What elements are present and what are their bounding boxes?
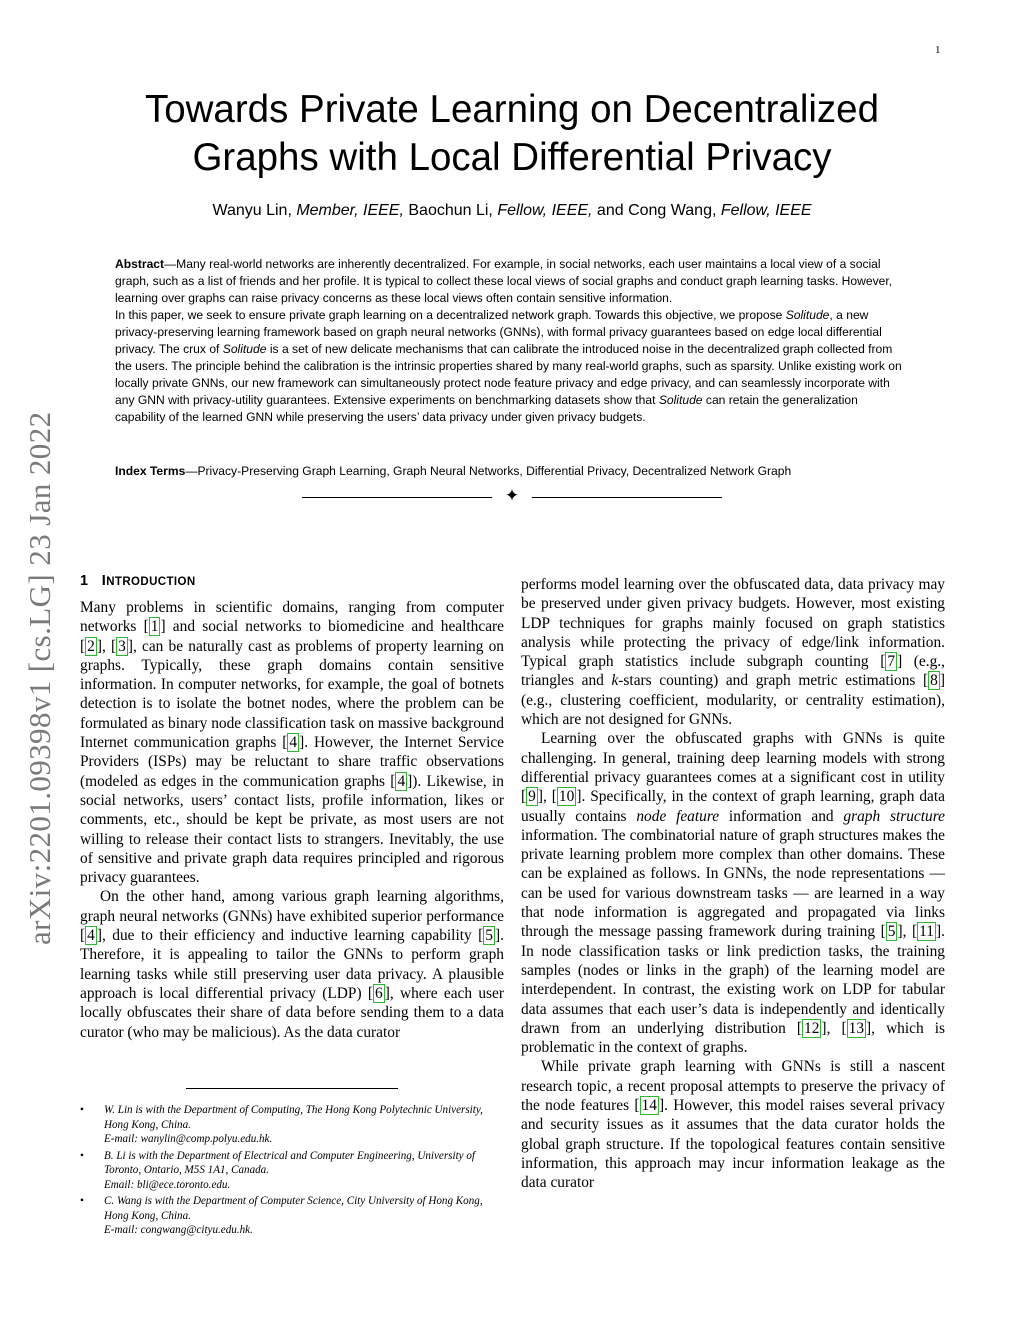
footnote-item: • W. Lin is with the Department of Computing, The Hong Kong Polytechnic University, Hong Kong, China. E-mail: wanylin@comp.polyu.edu.hk.	[80, 1103, 504, 1147]
section-divider	[302, 488, 722, 508]
index-terms-label: Index Terms	[115, 464, 186, 478]
citation-link[interactable]: 4	[87, 927, 95, 945]
citation-link[interactable]: 12	[804, 1019, 820, 1037]
author-footnotes	[80, 1103, 504, 1240]
citation-link[interactable]: 3	[118, 637, 126, 655]
citation-link[interactable]: 5	[887, 923, 896, 941]
abstract-paragraph: Abstract—Many real-world networks are inherently decentralized. For example, in social networks, each user maintains a local view of a social graph, such as a list of friends and her profile. It is typical to collect these local views of social graphs and conduct graph learning tasks. However, learning over graphs can raise privacy concerns as these local views often contain sensitive information.	[115, 257, 893, 305]
bullet-icon: •	[80, 1195, 84, 1207]
arxiv-identifier-stamp: arXiv:2201.09398v1 [cs.LG] 23 Jan 2022	[22, 411, 57, 945]
citation-link[interactable]: 2	[87, 637, 95, 655]
footnote-rule	[186, 1088, 398, 1089]
citation-link[interactable]: 4	[397, 772, 406, 790]
citation-link[interactable]: 5	[485, 927, 493, 945]
divider-rule	[302, 497, 492, 498]
citation-link[interactable]: 9	[528, 788, 536, 806]
author-email[interactable]: E-mail: congwang@cityu.edu.hk.	[104, 1224, 253, 1236]
citation-link[interactable]: 11	[919, 923, 934, 941]
body-paragraph: On the other hand, among various graph learning algorithms, graph neural networks (GNNs) have exhibited superior performance [ 4 ], due to their efficiency and inductive learning capability [ 5 ]. Therefore, it is appealing to tailor the GNNs to perform graph learning tasks while still preserving user data privacy. A plausible approach is local differential privacy (LDP) [ 6 ], where each user locally obfuscates their share of data before sending them to a data curator (who may be malicious). As the data curator	[80, 888, 504, 1041]
page-number: 1	[935, 44, 941, 56]
author-name: Baochun Li,	[403, 202, 498, 219]
divider-star-icon: ✦	[504, 486, 520, 505]
author-membership: Fellow, IEEE,	[497, 202, 593, 219]
body-paragraph: performs model learning over the obfuscated data, data privacy may be preserved under given privacy budgets. However, most existing LDP techniques for graphs mainly focused on graph statistics analysis while protecting the privacy of edge/link information. Typical graph statistics include subgraph counting [ 7 ] (e.g., triangles and k-stars counting) and graph metric estimations [ 8 ] (e.g., clustering coefficient, modularity, or centrality estimation), which are not designed for GNNs.	[521, 576, 946, 729]
citation-link[interactable]: 4	[289, 734, 298, 752]
author-name: Wanyu Lin,	[212, 202, 297, 219]
footnote-item: • C. Wang is with the Department of Computer Science, City University of Hong Kong, Hong Kong, China. E-mail: congwang@cityu.edu.hk.	[80, 1194, 504, 1238]
body-paragraph: Learning over the obfuscated graphs with GNNs is quite challenging. In general, training deep learning models with strong differential privacy guarantees comes at a significant cost in utility [ 9 ], [ 10 ]. Specifically, in the context of graph learning, graph data usually contains node feature information and graph structure information. The combinatorial nature of graph structures makes the private learning problem more complex than other domains. These can be explained as follows. In GNNs, the node representations — can be used for various downstream tasks — are learned in a way that node information is aggregated and propagated via links through the message passing framework during training [ 5 ], [ 11 ]. In node classification tasks or link prediction tasks, the training samples (nodes or links in the graph) of the learning model are interdependent. In contrast, the existing work on LDP for tabular data assumes that each user’s data is independently and identically drawn from an underlying distribution [ 12 ], [ 13 ], which is problematic in the context of graphs.	[521, 730, 946, 1057]
citation-link[interactable]: 14	[641, 1097, 657, 1115]
author-name: and Cong Wang,	[592, 202, 721, 219]
abstract	[115, 256, 911, 426]
index-terms: Index Terms—Privacy-Preserving Graph Learning, Graph Neural Networks, Differential Privacy, Decentralized Network Graph	[115, 464, 792, 478]
citation-link[interactable]: 1	[150, 618, 159, 636]
abstract-paragraph: In this paper, we seek to ensure private graph learning on a decentralized network graph. Towards this objective, we propose Solitude, a new privacy-preserving learning framework based on graph neural networks (GNNs), with formal privacy guarantees based on edge local differential privacy. The crux of Solitude is a set of new delicate mechanisms that can calibrate the introduced noise in the decentralized graph collected from the users. The principle behind the calibration is the intrinsic properties shared by many real-world graphs, such as sparsity. Unlike existing work on locally private GNNs, our new framework can simultaneously protect node feature privacy and edge privacy, and can seamlessly incorporate with any GNN with privacy-utility guarantees. Extensive experiments on benchmarking datasets show that Solitude can retain the generalization capability of the learned GNN while preserving the users’ data privacy under given privacy budgets.	[115, 308, 902, 424]
right-column	[521, 575, 945, 1193]
citation-link[interactable]: 6	[375, 984, 383, 1002]
citation-link[interactable]: 8	[930, 672, 938, 690]
section-heading: 1 INTRODUCTION	[80, 573, 196, 589]
body-paragraph: Many problems in scientific domains, ranging from computer networks [ 1 ] and social networks to biomedicine and healthcare [ 2 ], [ 3 ], can be naturally cast as problems of property learning on graphs. Typically, these graph domains contain sensitive information. In computer networks, for example, the goal of botnets detection is to isolate the botnet nodes, where the problem can be formulated as binary node classification task on massive background Internet communication graphs [ 4 ]. However, the Internet Service Providers (ISPs) may be reluctant to share traffic observations (modeled as edges in the communication graphs [ 4 ]). Likewise, in social networks, users’ contact lists, profile information, likes or comments, etc., should be kept be private, as most users are not willing to release their contact lists to strangers. Inevitably, the use of sensitive and private graph data requires principled and rigorous privacy guarantees.	[80, 599, 505, 887]
bullet-icon: •	[80, 1104, 84, 1116]
citation-link[interactable]: 13	[848, 1019, 865, 1037]
divider-rule	[532, 497, 722, 498]
author-membership: Member, IEEE,	[296, 202, 404, 219]
citation-link[interactable]: 7	[887, 653, 896, 671]
author-membership: Fellow, IEEE	[720, 202, 812, 219]
author-email[interactable]: Email: bli@ece.toronto.edu.	[104, 1178, 231, 1191]
left-column	[80, 598, 504, 1042]
author-email[interactable]: E-mail: wanylin@comp.polyu.edu.hk.	[104, 1133, 273, 1145]
footnote-item: • B. Li is with the Department of Electrical and Computer Engineering, University of Toronto, Ontario, M5S 1A1, Canada. Email: bli@ece.toronto.edu.	[80, 1149, 504, 1193]
citation-link[interactable]: 10	[558, 788, 575, 806]
author-line	[110, 202, 914, 220]
abstract-label: Abstract	[115, 257, 165, 271]
paper-title: Towards Private Learning on Decentralized Graphs with Local Differential Privacy	[144, 88, 880, 179]
bullet-icon: •	[80, 1149, 84, 1162]
body-paragraph: While private graph learning with GNNs is still a nascent research topic, a recent proposal attempts to preserve the privacy of the node features [ 14 ]. However, this model raises several privacy and security issues as it assumes that the data curator holds the global graph structure. If the topological features contain sensitive information, this approach may incur information leakage as the data curator	[521, 1058, 945, 1192]
